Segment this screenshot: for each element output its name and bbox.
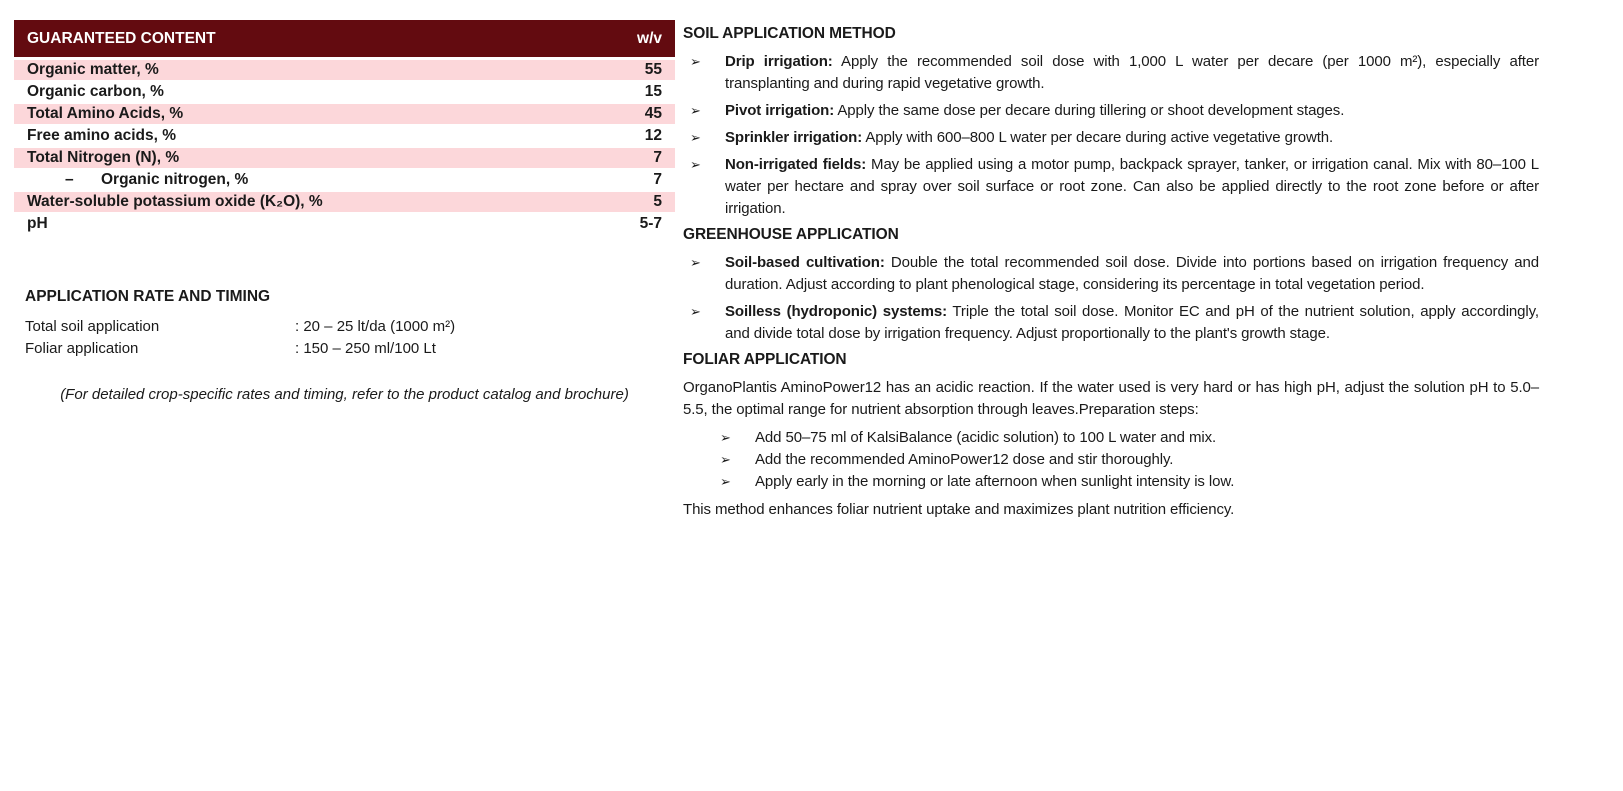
catalog-reference-note: (For detailed crop-specific rates and timing, refer to the product catalog and brochure) [60, 386, 629, 403]
table-header-row [14, 20, 675, 57]
arrow-bullet-icon: ➢ [690, 130, 701, 145]
step-item [720, 427, 1539, 449]
bullet-text [725, 301, 1539, 345]
left-column [14, 20, 675, 403]
arrow-bullet-icon: ➢ [690, 103, 701, 118]
row-label: Total Amino Acids, % [27, 105, 184, 122]
bullet-body: Apply with 600–800 L water per decare during active vegetative growth. [865, 129, 1334, 146]
row-label [27, 171, 248, 189]
bullet-item [683, 100, 1539, 122]
bullet-label: Pivot irrigation: [725, 102, 835, 119]
table-row [14, 214, 675, 234]
step-text: Apply early in the morning or late afternoon when sunlight intensity is low. [755, 473, 1235, 490]
application-rate-section [14, 288, 675, 403]
row-label: Water-soluble potassium oxide (K₂O), % [27, 193, 323, 210]
right-column [683, 24, 1539, 521]
greenhouse-application-title: GREENHOUSE APPLICATION [683, 226, 899, 243]
arrow-bullet-icon: ➢ [720, 474, 731, 489]
bullet-body: Double the total recommended soil dose. Divide into portions based on irrigation frequency and duration. Adjust according to plant phenological stage, considering its percentage in total vegetation period. [725, 254, 1539, 293]
bullet-body: May be applied using a motor pump, backpack sprayer, tanker, or irrigation canal. Mix with 80–100 L water per hectare and spray over soil surface or root zone. Can also be applied directly to the root zone before or after irrigation. [725, 156, 1539, 217]
sub-item-dash: – [65, 171, 74, 188]
bullet-item [683, 154, 1539, 220]
row-value: 45 [644, 105, 662, 122]
bullet-body: Apply the same dose per decare during tillering or shoot development stages. [837, 102, 1345, 119]
bullet-text [725, 51, 1539, 95]
row-label: Total Nitrogen (N), % [27, 149, 180, 166]
row-label: pH [27, 215, 48, 232]
bullet-item [683, 127, 1539, 149]
rate-label: Total soil application [25, 318, 160, 335]
table-title: GUARANTEED CONTENT [27, 29, 216, 47]
row-label: Free amino acids, % [27, 127, 177, 144]
bullet-text [725, 100, 1539, 122]
rate-section-title: APPLICATION RATE AND TIMING [25, 288, 271, 305]
arrow-bullet-icon: ➢ [690, 304, 701, 319]
soil-application-title: SOIL APPLICATION METHOD [683, 25, 896, 42]
step-text: Add the recommended AminoPower12 dose and stir thoroughly. [755, 451, 1174, 468]
bullet-label: Non-irrigated fields: [725, 156, 867, 173]
arrow-bullet-icon: ➢ [690, 157, 701, 172]
bullet-label: Soilless (hydroponic) systems: [725, 303, 947, 320]
bullet-body: Apply the recommended soil dose with 1,000 L water per decare (per 1000 m²), especially after transplanting and during rapid vegetative growth. [725, 53, 1539, 92]
step-item [720, 449, 1539, 471]
row-value: 12 [644, 127, 662, 144]
arrow-bullet-icon: ➢ [690, 255, 701, 270]
rate-value: : 20 – 25 lt/da (1000 m²) [295, 318, 456, 335]
bullet-label: Sprinkler irrigation: [725, 129, 863, 146]
table-row-sub-item [14, 170, 675, 190]
table-row [14, 148, 675, 168]
bullet-label: Soil-based cultivation: [725, 254, 885, 271]
arrow-bullet-icon: ➢ [690, 54, 701, 69]
table-row [14, 104, 675, 124]
rate-value: : 150 – 250 ml/100 Lt [295, 340, 436, 357]
bullet-text [725, 127, 1539, 149]
foliar-application-title: FOLIAR APPLICATION [683, 351, 847, 368]
rate-label: Foliar application [25, 340, 139, 357]
preparation-steps-list [683, 427, 1539, 493]
rate-row [25, 338, 675, 360]
bullet-text [725, 252, 1539, 296]
step-text: Add 50–75 ml of KalsiBalance (acidic solution) to 100 L water and mix. [755, 429, 1217, 446]
table-row [14, 126, 675, 146]
row-value: 7 [653, 149, 662, 166]
row-value: 5 [653, 193, 662, 210]
bullet-text [725, 154, 1539, 220]
row-value: 5-7 [639, 215, 662, 232]
bullet-item [683, 252, 1539, 296]
guaranteed-content-table [14, 20, 675, 234]
rate-row [25, 316, 675, 338]
table-row [14, 60, 675, 80]
bullet-body: Triple the total soil dose. Monitor EC and pH of the nutrient solution, apply accordingly, and divide total dose by irrigation frequency. Adjust proportionally to the plant's growth stage. [725, 303, 1540, 342]
row-value: 55 [644, 61, 662, 78]
foliar-outro-paragraph: This method enhances foliar nutrient uptake and maximizes plant nutrition efficiency. [683, 501, 1235, 518]
table-unit-header: w/v [637, 29, 662, 47]
bullet-item [683, 301, 1539, 345]
foliar-intro-paragraph: OrganoPlantis AminoPower12 has an acidic reaction. If the water used is very hard or has high pH, adjust the solution pH to 5.0–5.5, the optimal range for nutrient absorption through leaves.Preparation steps: [683, 379, 1539, 418]
bullet-label: Drip irrigation: [725, 53, 833, 70]
table-row [14, 192, 675, 212]
row-label: Organic carbon, % [27, 83, 164, 100]
table-row [14, 82, 675, 102]
bullet-item [683, 51, 1539, 95]
row-label: Organic matter, % [27, 61, 159, 78]
step-item [720, 471, 1539, 493]
row-value: 7 [653, 171, 662, 188]
arrow-bullet-icon: ➢ [720, 430, 731, 445]
sub-item-label: Organic nitrogen, % [101, 171, 249, 188]
row-value: 15 [644, 83, 662, 100]
arrow-bullet-icon: ➢ [720, 452, 731, 467]
